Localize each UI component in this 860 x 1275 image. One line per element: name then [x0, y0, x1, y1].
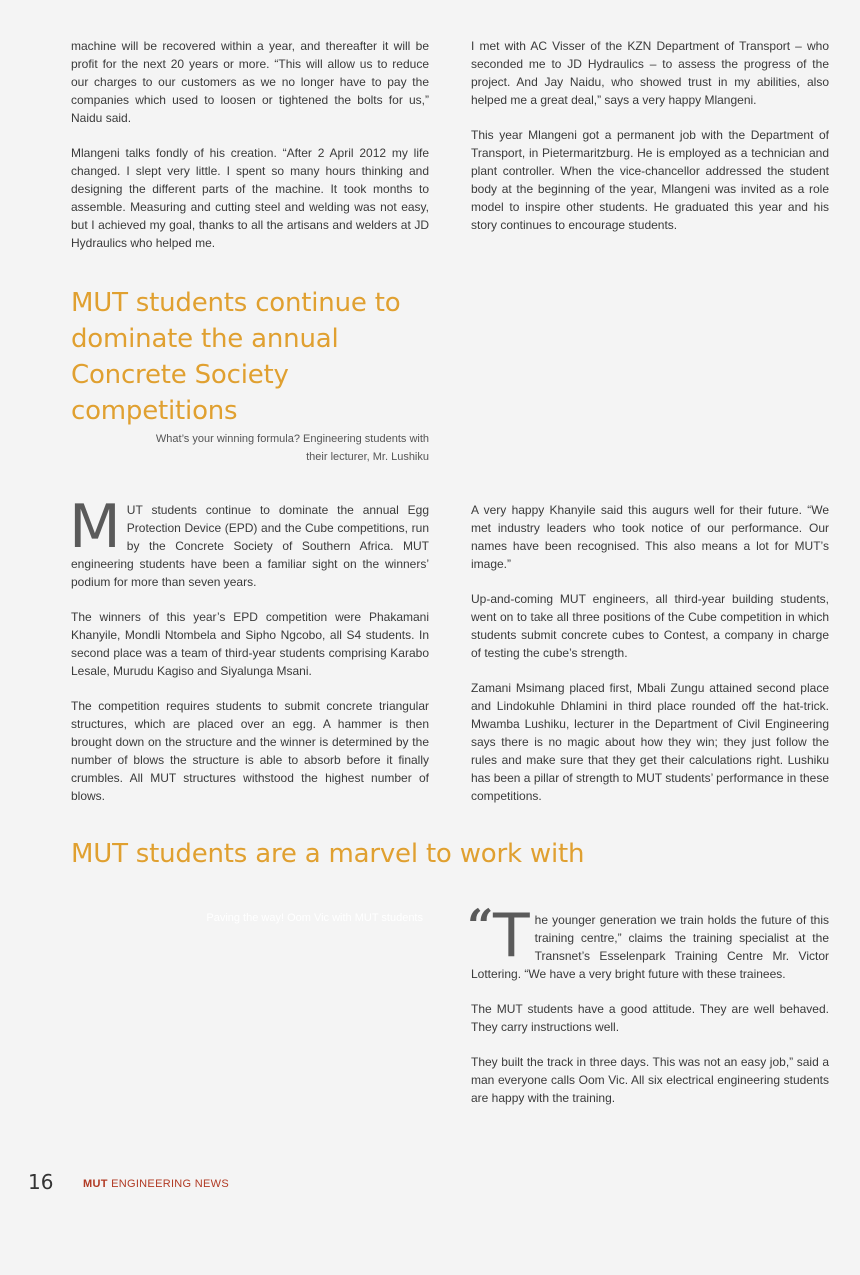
paragraph: Zamani Msimang placed first, Mbali Zungu attained second place and Lindokuhle Dhlamini in third place rounded off the hat-trick. Mwamba Lushiku, lecturer in the Department of Civil Engineering says there is no magic about how they win; they just follow the rules and make sure that they get their calculations right. Lushiku has been a pillar of strength to MUT students’ performance in these competitions.	[471, 681, 829, 803]
drop-cap: M	[69, 492, 121, 562]
article2-right-column	[471, 901, 829, 1124]
article2-photo-caption: Paving the way! Oom Vic with MUT students	[206, 912, 423, 924]
paragraph: The MUT students have a good attitude. They are well behaved. They carry instructions well.	[471, 1002, 829, 1034]
paragraph: The winners of this year’s EPD competition were Phakamani Khanyile, Mondli Ntombela and Sipho Ngcobo, all S4 students. In second place was a team of third-year students comprising Karabo Lesale, Murudu Kagiso and Siyalunga Msani.	[71, 610, 429, 678]
article2-headline: MUT students are a marvel to work with	[71, 839, 585, 869]
paragraph: The younger generation we train holds the future of this training centre,” claims the training specialist at the Transnet’s Esselenpark Training Centre Mr. Victor Lottering. “We have a very bright future with these trainees.	[471, 901, 829, 981]
paragraph: They built the track in three days. This was not an easy job,” said a man everyone calls Oom Vic. All six electrical engineering students are happy with the training.	[471, 1055, 829, 1105]
paragraph: Up-and-coming MUT engineers, all third-year building students, went on to take all three positions of the Cube competition in which students submit concrete cubes to Contest, a company in charge of testing the cube’s strength.	[471, 592, 829, 660]
paragraph: Mlangeni talks fondly of his creation. “After 2 April 2012 my life changed. I slept very little. I spent so many hours thinking and designing the different parts of the machine. It took months to assemble. Measuring and cutting steel and welding was not easy, but I achieved my goal, thanks to all the artisans and welders at JD Hydraulics who helped me.	[71, 146, 429, 250]
publication-name: MUT ENGINEERING NEWS	[83, 1178, 229, 1190]
paragraph: MUT students continue to dominate the annual Egg Protection Device (EPD) and the Cube competitions, run by the Concrete Society of Southern Africa. MUT engineering students have been a familiar sight on the winners’ podium for more than seven years.	[69, 492, 429, 589]
paragraph: This year Mlangeni got a permanent job with the Department of Transport, in Pietermaritzburg. He is employed as a technician and plant controller. When the vice-chancellor addressed the student body at the beginning of the year, Mlangeni was invited as a role model to inspire other students. He graduated this year and his story continues to encourage students.	[471, 128, 829, 232]
top-left-column	[71, 37, 429, 269]
article1-right-column	[471, 501, 829, 822]
quote-mark: “	[467, 899, 494, 953]
paragraph: A very happy Khanyile said this augurs well for their future. “We met industry leaders who took notice of our performance. Our names have been recognised. This also means a lot for MUT’s image.”	[471, 503, 829, 571]
paragraph: I met with AC Visser of the KZN Department of Transport – who seconded me to JD Hydraulics – to assess the progress of the project. And Jay Naidu, who showed trust in my abilities, also helped me a great deal,” says a very happy Mlangeni.	[471, 39, 829, 107]
drop-cap: T	[493, 901, 530, 971]
page-number: 16	[28, 1170, 54, 1194]
article1-photo-caption: What’s your winning formula? Engineering students with their lecturer, Mr. Lushiku	[155, 433, 429, 463]
page-footer	[28, 1170, 229, 1194]
paragraph: machine will be recovered within a year, and thereafter it will be profit for the next 20 years or more. “This will allow us to reduce our charges to our customers as we no longer have to pay the companies which used to loosen or tightened the bolts for us,” Naidu said.	[71, 39, 429, 125]
paragraph: The competition requires students to submit concrete triangular structures, which are placed over an egg. A hammer is then brought down on the structure and the winner is determined by the number of blows the structure is able to absorb before it finally crumbles. All MUT structures withstood the highest number of blows.	[71, 699, 429, 803]
article1-headline: MUT students continue to dominate the annual Concrete Society competitions	[71, 288, 401, 426]
article1-left-column	[69, 492, 429, 822]
top-right-column	[471, 37, 829, 251]
